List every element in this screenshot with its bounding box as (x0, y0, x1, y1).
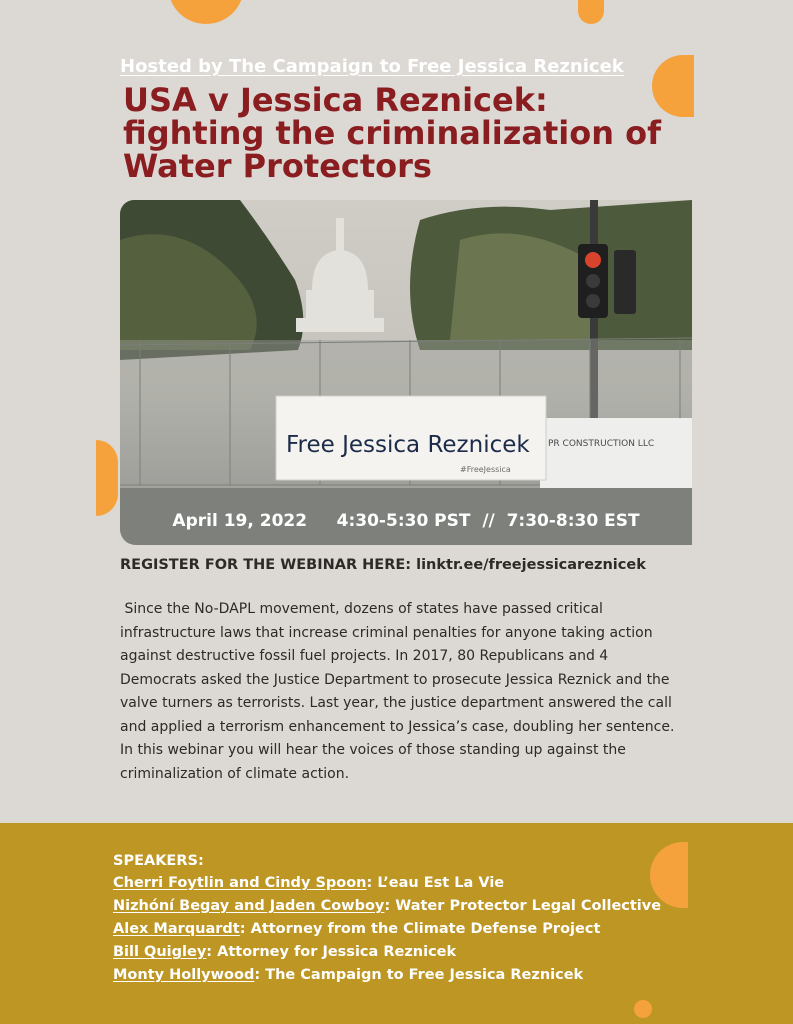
banner-hashtag: #FreeJessica (460, 465, 511, 474)
banner-text: Free Jessica Reznicek (286, 432, 530, 458)
decorative-circle (168, 0, 244, 24)
speakers-heading: SPEAKERS: (113, 853, 204, 869)
event-photo (120, 200, 692, 545)
event-date-time: April 19, 2022 4:30-5:30 PST // 7:30-8:30 EST (172, 511, 640, 531)
decorative-half-circle (96, 440, 118, 516)
decorative-circle (634, 1000, 652, 1018)
speaker-name[interactable]: Monty Hollywood (113, 967, 255, 983)
speaker-item (113, 895, 661, 918)
speaker-role: : Water Protector Legal Collective (384, 898, 662, 914)
capitol-dome (296, 218, 384, 332)
speaker-name[interactable]: Bill Quigley (113, 944, 207, 960)
speaker-item (113, 941, 661, 964)
speaker-item (113, 918, 661, 941)
hosted-by-line: Hosted by The Campaign to Free Jessica Reznicek (120, 56, 624, 77)
speaker-name[interactable]: Cherri Foytlin and Cindy Spoon (113, 875, 367, 891)
speaker-item (113, 964, 661, 987)
speaker-role: : Attorney for Jessica Reznicek (206, 944, 457, 960)
speakers-list (113, 853, 661, 987)
decorative-circle (578, 0, 604, 24)
truck-text: PR CONSTRUCTION LLC (548, 439, 655, 449)
protest-banner (276, 396, 546, 480)
speaker-name[interactable]: Nizhóní Begay and Jaden Cowboy (113, 898, 385, 914)
speaker-role: : L’eau Est La Vie (366, 875, 505, 891)
capitol-fence-illustration (120, 200, 692, 545)
page-title: USA v Jessica Reznicek: fighting the criminalization of Water Protectors (123, 81, 662, 185)
register-link[interactable]: REGISTER FOR THE WEBINAR HERE: linktr.ee/freejessicareznicek (120, 557, 646, 573)
speaker-name[interactable]: Alex Marquardt (113, 921, 240, 937)
speaker-item (113, 872, 661, 895)
speaker-role: : The Campaign to Free Jessica Reznicek (254, 967, 584, 983)
event-description: Since the No-DAPL movement, dozens of states have passed critical infrastructure laws that increase criminal penalties for anyone taking action against destructive fossil fuel projects. In 2017, 80 Republicans and 4 Democrats asked the Justice Department to prosecute Jessica Reznick and the valve turners as terrorists. Last year, the justice department answered the call and applied a terrorism enhancement to Jessica’s case, doubling her sentence. In this webinar you will hear the voices of those standing up against the criminalization of climate action. (120, 601, 679, 782)
construction-truck (540, 418, 692, 488)
speaker-role: : Attorney from the Climate Defense Project (239, 921, 601, 937)
